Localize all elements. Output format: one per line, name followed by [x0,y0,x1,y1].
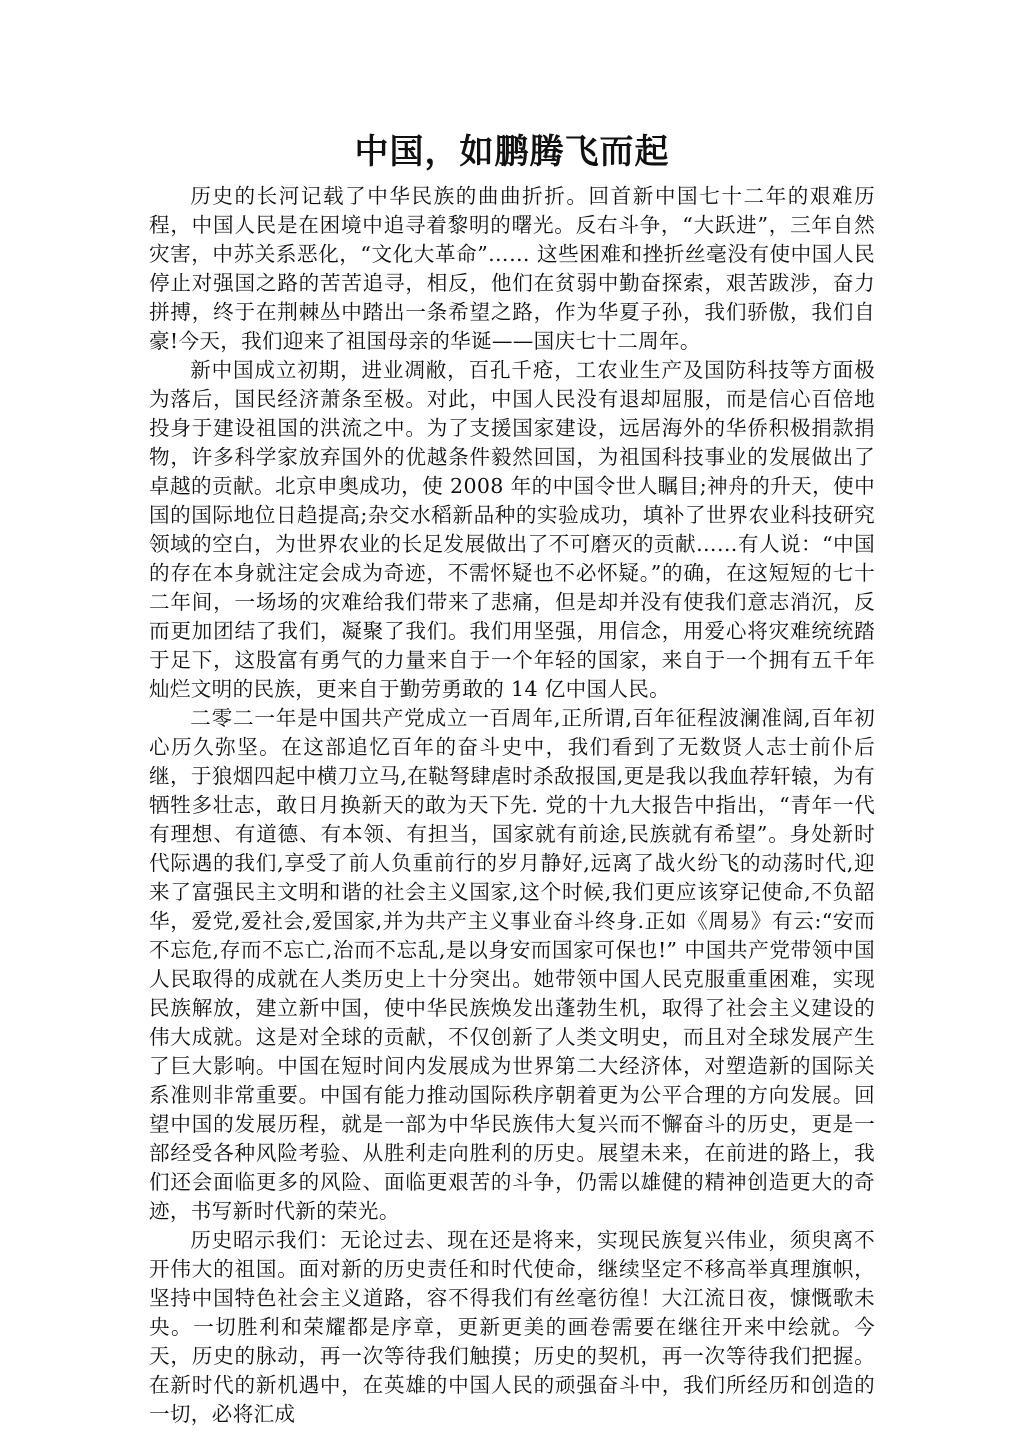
document-page [149,128,875,1429]
paragraph-2: 新中国成立初期，进业凋敝，百孔千疮，工农业生产及国防科技等方面极为落后，国民经济萧条至极。对此，中国人民没有退却屈服，而是信心百倍地投身于建设祖国的洪流之中。为了支援国家建设，远居海外的华侨积极捐款捐物，许多科学家放弃国外的优越条件毅然回国，为祖国科技事业的发展做出了卓越的贡献。北京申奥成功，使 2008 年的中国令世人瞩目;神舟的升天，使中国的国际地位日趋提高;杂交水稻新品种的实验成功，填补了世界农业科技研究领域的空白，为世界农业的长足发展做出了不可磨灭的贡献……有人说：“中国的存在本身就注定会成为奇迹，不需怀疑也不必怀疑。”的确，在这短短的七十二年间，一场场的灾难给我们带来了悲痛，但是却并没有使我们意志消沉，反而更加团结了我们，凝聚了我们。我们用坚强，用信念，用爱心将灾难统统踏于足下，这股富有勇气的力量来自于一个年轻的国家，来自于一个拥有五千年灿烂文明的民族，更来自于勤劳勇敢的 14 亿中国人民。 [149,358,875,701]
paragraph-1: 历史的长河记载了中华民族的曲曲折折。回首新中国七十二年的艰难历程，中国人民是在困境中追寻着黎明的曙光。反右斗争，“大跃进”，三年自然灾害，中苏关系恶化，“文化大革命”…… 这些困难和挫折丝毫没有使中国人民停止对强国之路的苦苦追寻，相反，他们在贫弱中勤奋探索，艰苦跋涉，奋力拼搏，终于在荆棘丛中踏出一条希望之路，作为华夏子孙，我们骄傲，我们自豪!今天，我们迎来了祖国母亲的华诞——国庆七十二周年。 [149,184,875,353]
paragraph-3: 二零二一年是中国共产党成立一百周年,正所谓,百年征程波澜准阔,百年初心历久弥坚。在这部追忆百年的奋斗史中，我们看到了无数贤人志士前仆后继，于狼烟四起中横刀立马,在鞑弩肆虐时杀敌报国,更是我以我血荐轩辕，为有牺牲多壮志，敢日月换新天的敢为天下先. 党的十九大报告中指出，“青年一代有理想、有道德、有本领、有担当，国家就有前途,民族就有希望”。身处新时代际遇的我们,享受了前人负重前行的岁月静好,远离了战火纷飞的动荡时代,迎来了富强民主文明和谐的社会主义国家,这个时候,我们更应该穿记使命,不负韶华，爱党,爱社会,爱国家,并为共产主义事业奋斗终身.正如《周易》有云:“安而不忘危,存而不忘亡,治而不忘乱,是以身安而国家可保也!” 中国共产党带领中国人民取得的成就在人类历史上十分突出。她带领中国人民克服重重困难，实现民族解放，建立新中国，使中华民族焕发出蓬勃生机，取得了社会主义建设的伟大成就。这是对全球的贡献，不仅创新了人类文明史，而且对全球发展产生了巨大影响。中国在短时间内发展成为世界第二大经济体，对塑造新的国际关系准则非常重要。中国有能力推动国际秩序朝着更为公平合理的方向发展。回望中国的发展历程，就是一部为中华民族伟大复兴而不懈奋斗的历史，更是一部经受各种风险考验、从胜利走向胜利的历史。展望未来，在前进的路上，我们还会面临更多的风险、面临更艰苦的斗争，仍需以雄健的精神创造更大的奇迹，书写新时代新的荣光。 [149,706,875,1223]
document-title: 中国，如鹏腾飞而起 [354,132,670,172]
paragraph-4: 历史昭示我们：无论过去、现在还是将来，实现民族复兴伟业，须臾离不开伟大的祖国。面对新的历史责任和时代使命，继续坚定不移高举真理旗帜，坚持中国特色社会主义道路，容不得我们有丝毫彷徨！大江流日夜，慷慨歌未央。一切胜利和荣耀都是序章，更新更美的画卷需要在继往开来中绘就。今天，历史的脉动，再一次等待我们触摸；历史的契机，再一次等待我们把握。在新时代的新机遇中，在英雄的中国人民的顽强奋斗中，我们所经历和创造的一切，必将汇成 [149,1228,875,1426]
